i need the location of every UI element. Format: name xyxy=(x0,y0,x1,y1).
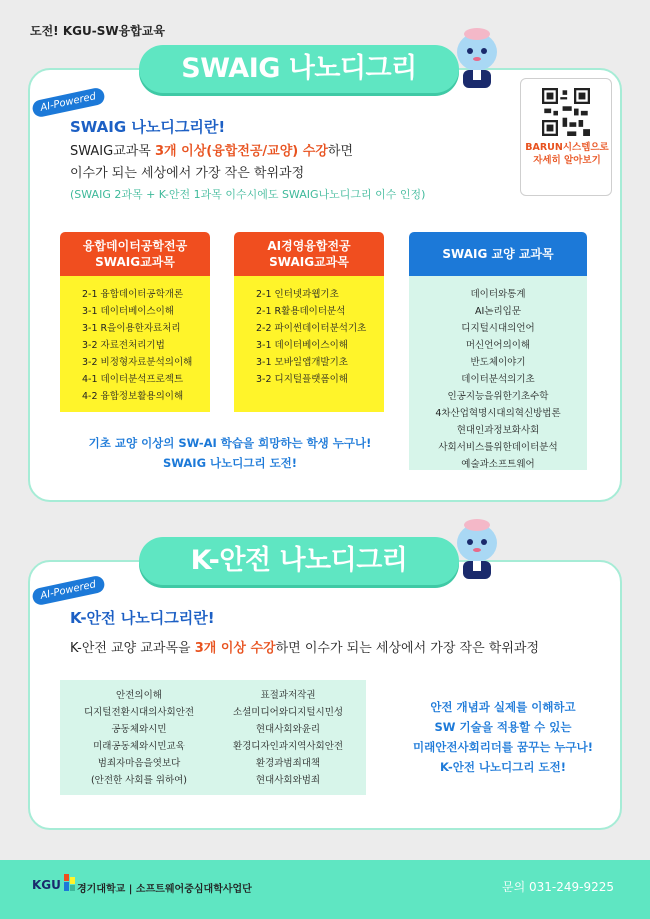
mascot-icon xyxy=(447,24,507,94)
list-item: 2-2 파이썬데이터분석기초 xyxy=(256,323,367,334)
list-item: 4-2 융합정보활용의이해 xyxy=(82,391,184,402)
kanjeon-desc: K-안전 교양 교과목을 3개 이상 수강하면 이수가 되는 세상에서 가장 작은 학위과정 xyxy=(70,641,540,656)
swaig-desc-line1: SWAIG교과목 3개 이상(융합전공/교양) 수강하면 xyxy=(70,144,354,159)
list-item: 디지털시대의언어 xyxy=(461,323,535,334)
ai-powered-badge: AI-Powered xyxy=(31,575,105,607)
course-box-liberal-arts xyxy=(409,232,587,470)
course-list xyxy=(234,276,384,412)
list-item: 3-1 데이터베이스이해 xyxy=(82,306,174,317)
course-box-ai-business xyxy=(234,232,384,412)
swaig-desc-line2: 이수가 되는 세상에서 가장 작은 학위과정 xyxy=(70,166,305,181)
swaig-cta: 기초 교양 이상의 SW-AI 학습을 희망하는 학생 누구나! SWAIG 나노디그리 도전! xyxy=(88,436,372,470)
list-item: 2-1 R활용데이터분석 xyxy=(256,306,346,317)
swaig-heading: SWAIG 나노디그리란! xyxy=(70,118,226,136)
list-item: 미래공동체와시민교육 xyxy=(93,741,185,752)
list-item: 디지털전환시대의사회안전 xyxy=(83,707,195,718)
list-item: 2-1 인터넷과웹기초 xyxy=(256,289,339,300)
course-box-data-engineering xyxy=(60,232,210,412)
qr-caption: BARUN시스템으로 자세히 알아보기 xyxy=(525,142,609,166)
course-list xyxy=(216,687,360,789)
swaig-title: SWAIG 나노디그리 xyxy=(139,45,459,93)
course-list xyxy=(409,276,587,470)
box-header: 융합데이터공학전공 SWAIG교과목 xyxy=(60,232,210,276)
qr-code-box[interactable] xyxy=(520,78,612,196)
kgu-logo-mark-icon xyxy=(64,874,76,892)
kgu-logo: KGU xyxy=(32,878,61,892)
qr-code-icon xyxy=(542,88,590,136)
list-item: (안전한 사회를 위하여) xyxy=(90,775,188,786)
list-item: 3-1 데이터베이스이해 xyxy=(256,340,348,351)
list-item: 4차산업혁명시대의혁신방법론 xyxy=(435,408,561,419)
list-item: 3-1 R을이용한자료처리 xyxy=(82,323,181,334)
list-item: 소셜미디어와디지털시민성 xyxy=(232,707,344,718)
box-header: AI경영융합전공 SWAIG교과목 xyxy=(234,232,384,276)
swaig-note: (SWAIG 2과목 + K-안전 1과목 이수시에도 SWAIG나노디그리 이수 인정) xyxy=(70,188,426,201)
list-item: 현대인과정보화사회 xyxy=(456,425,540,436)
list-item: 인공지능을위한기초수학 xyxy=(447,391,549,402)
list-item: 예술과소프트웨어 xyxy=(461,459,535,470)
kanjeon-course-box xyxy=(60,680,366,795)
course-list xyxy=(60,276,210,412)
list-item: 반도체이야기 xyxy=(470,357,526,368)
course-list xyxy=(70,687,208,789)
list-item: 사회서비스를위한데이터분석 xyxy=(438,442,558,453)
list-item: 데이터분석의기초 xyxy=(461,374,535,385)
list-item: 3-2 비정형자료분석의이해 xyxy=(82,357,193,368)
mascot-icon xyxy=(447,515,507,585)
kanjeon-title: K-안전 나노디그리 xyxy=(139,537,459,585)
footer-phone[interactable]: 문의 031-249-9225 xyxy=(502,880,615,894)
list-item: 2-1 융합데이터공학개론 xyxy=(82,289,184,300)
list-item: 3-2 디지털플랫폼이해 xyxy=(256,374,348,385)
list-item: 4-1 데이터분석프로젝트 xyxy=(82,374,184,385)
list-item: 머신언어의이해 xyxy=(465,340,531,351)
box-header: SWAIG 교양 교과목 xyxy=(409,232,587,276)
list-item: 현대사회와범죄 xyxy=(255,775,321,786)
list-item: 3-2 자료전처리기법 xyxy=(82,340,165,351)
list-item: 현대사회와윤리 xyxy=(255,724,321,735)
list-item: 표절과저작권 xyxy=(260,690,316,701)
kanjeon-cta: 안전 개념과 실제를 이해하고 SW 기술을 적용할 수 있는 미래안전사회리더를 꿈꾸는 누구나! K-안전 나노디그리 도전! xyxy=(413,700,593,774)
page-title: 도전! KGU-SW융합교육 xyxy=(30,24,165,38)
list-item: 데이터와통계 xyxy=(470,289,526,300)
kanjeon-heading: K-안전 나노디그리란! xyxy=(70,609,215,627)
list-item: 범죄자마음을엿보다 xyxy=(97,758,181,769)
ai-powered-badge: AI-Powered xyxy=(31,87,105,119)
list-item: AI논리입문 xyxy=(474,306,521,317)
list-item: 3-1 모바일앱개발기초 xyxy=(256,357,348,368)
list-item: 환경디자인과지역사회안전 xyxy=(232,741,344,752)
list-item: 환경과범죄대책 xyxy=(255,758,321,769)
list-item: 공동체와시민 xyxy=(111,724,167,735)
list-item: 안전의이해 xyxy=(116,690,162,701)
footer-org: 경기대학교 | 소프트웨어중심대학사업단 xyxy=(77,884,252,895)
